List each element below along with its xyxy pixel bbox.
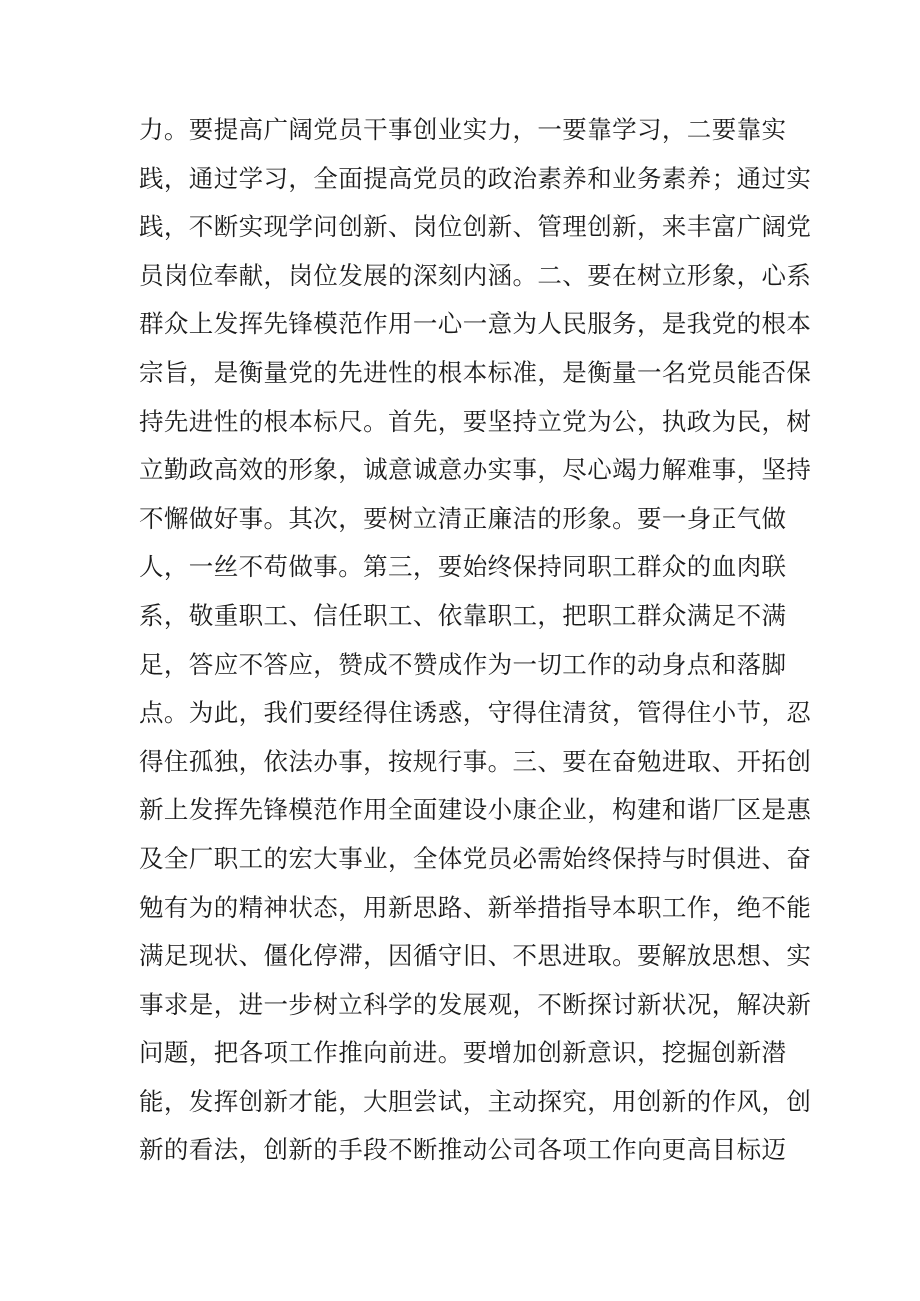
text-line: 宗旨，是衡量党的先进性的根本标准，是衡量一名党员能否保: [139, 357, 812, 387]
text-line: 点。为此，我们要经得住诱惑，守得住清贫，管得住小节，忍: [139, 698, 812, 728]
text-line: 不懈做好事。其次，要树立清正廉洁的形象。要一身正气做: [139, 503, 787, 533]
text-line: 群众上发挥先锋模范作用一心一意为人民服务，是我党的根本: [139, 309, 812, 339]
text-line: 得住孤独，依法办事，按规行事。三、要在奋勉进取、开拓创: [139, 746, 812, 776]
text-line: 系，敬重职工、信任职工、依靠职工，把职工群众满足不满: [139, 600, 787, 630]
text-line: 及全厂职工的宏大事业，全体党员必需始终保持与时俱进、奋: [139, 843, 812, 873]
text-line: 力。要提高广阔党员干事创业实力，一要靠学习，二要靠实: [139, 115, 787, 144]
text-line: 新的看法，创新的手段不断推动公司各项工作向更高目标迈: [139, 1135, 787, 1165]
text-line: 人，一丝不苟做事。第三，要始终保持同职工群众的血肉联: [139, 552, 787, 582]
text-line: 践，不断实现学问创新、岗位创新、管理创新，来丰富广阔党: [139, 212, 812, 242]
text-line: 立勤政高效的形象，诚意诚意办实事，尽心竭力解难事，坚持: [139, 455, 812, 485]
text-line: 新上发挥先锋模范作用全面建设小康企业，构建和谐厂区是惠: [139, 795, 812, 825]
text-line: 问题，把各项工作推向前进。要增加创新意识，挖掘创新潜: [139, 1038, 787, 1068]
text-line: 足，答应不答应，赞成不赞成作为一切工作的动身点和落脚: [139, 649, 787, 679]
text-line: 践，通过学习，全面提高党员的政治素养和业务素养；通过实: [139, 163, 812, 193]
text-line: 事求是，进一步树立科学的发展观，不断探讨新状况，解决新: [139, 989, 812, 1019]
body-text: [139, 106, 812, 1175]
text-line: 能，发挥创新才能，大胆尝试，主动探究，用创新的作风，创: [139, 1086, 812, 1116]
text-line: 持先进性的根本标尺。首先，要坚持立党为公，执政为民，树: [139, 406, 812, 436]
text-line: 员岗位奉献，岗位发展的深刻内涵。二、要在树立形象，心系: [139, 260, 812, 290]
text-line: 满足现状、僵化停滞，因循守旧、不思进取。要解放思想、实: [139, 941, 812, 971]
text-line: 勉有为的精神状态，用新思路、新举措指导本职工作，绝不能: [139, 892, 812, 922]
